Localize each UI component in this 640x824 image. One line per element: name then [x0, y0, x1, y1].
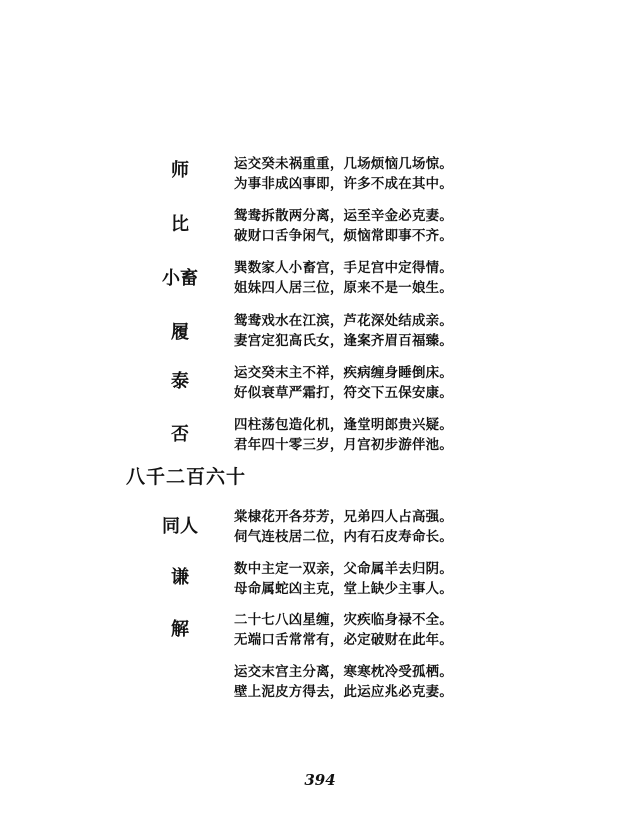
- verse-block: [234, 154, 453, 194]
- section-heading: 八千二百六十: [126, 466, 247, 488]
- hexagram-label-jie: 解: [171, 619, 189, 640]
- hexagram-label-bi: 比: [171, 214, 189, 235]
- verse-block: [234, 610, 453, 650]
- verse-line: 为事非成凶事即，许多不成在其中。: [234, 176, 454, 192]
- hexagram-label-qian: 谦: [171, 567, 189, 588]
- hexagram-label-xiaoxu: 小畜: [162, 268, 198, 289]
- verse-block: [234, 258, 453, 298]
- hexagram-label-lu: 履: [171, 322, 189, 343]
- page-number: 394: [304, 771, 336, 789]
- verse-line: 鸳鸯拆散两分离，运至辛金必克妻。: [234, 208, 454, 224]
- verse-block: [234, 415, 453, 455]
- hexagram-label-shi: 师: [171, 160, 189, 181]
- hexagram-label-tai: 泰: [171, 371, 189, 392]
- verse-line: 巽数家人小畜宫，手足宫中定得情。: [234, 260, 454, 276]
- verse-line: 鸳鸯戏水在江滨，芦花深处结成亲。: [234, 313, 454, 329]
- verse-line: 棠棣花开各芬芳，兄弟四人占高强。: [234, 509, 454, 525]
- verse-line: 四柱荡包造化机，逢堂明郎贵兴疑。: [234, 417, 454, 433]
- verse-block: [234, 559, 453, 599]
- hexagram-label-tongren: 同人: [162, 516, 198, 537]
- verse-line: 妻宫定犯高氏女，逢案齐眉百福臻。: [234, 333, 454, 349]
- verse-block: [234, 311, 453, 351]
- verse-block: [234, 662, 453, 702]
- hexagram-label-pi: 否: [171, 424, 189, 445]
- verse-line: 姐妹四人居三位，原来不是一娘生。: [234, 280, 454, 296]
- verse-line: 无端口舌常常有，必定破财在此年。: [234, 632, 454, 648]
- verse-line: 母命属蛇凶主克，堂上缺少主事人。: [234, 581, 454, 597]
- verse-line: 二十七八凶星缠，灾疾临身禄不全。: [234, 612, 454, 628]
- verse-line: 破财口舌争闲气，烦恼常即事不齐。: [234, 228, 454, 244]
- verse-block: [234, 507, 453, 547]
- verse-line: 壁上泥皮方得去，此运应兆必克妻。: [234, 684, 454, 700]
- verse-line: 君年四十零三岁，月宫初步游伴池。: [234, 437, 454, 453]
- verse-line: 运交癸末主不祥，疾病缠身睡倒床。: [234, 365, 454, 381]
- verse-block: [234, 363, 453, 403]
- verse-line: 数中主定一双亲，父命属羊去归阴。: [234, 561, 454, 577]
- verse-block: [234, 206, 453, 246]
- verse-line: 好似衰草严霜打，符交下五保安康。: [234, 385, 454, 401]
- verse-line: 运交癸未祸重重，几场烦恼几场惊。: [234, 156, 454, 172]
- verse-line: 伺气连枝居二位，内有石皮寿命长。: [234, 529, 454, 545]
- verse-line: 运交末宫主分离，寒寒枕冷受孤栖。: [234, 664, 454, 680]
